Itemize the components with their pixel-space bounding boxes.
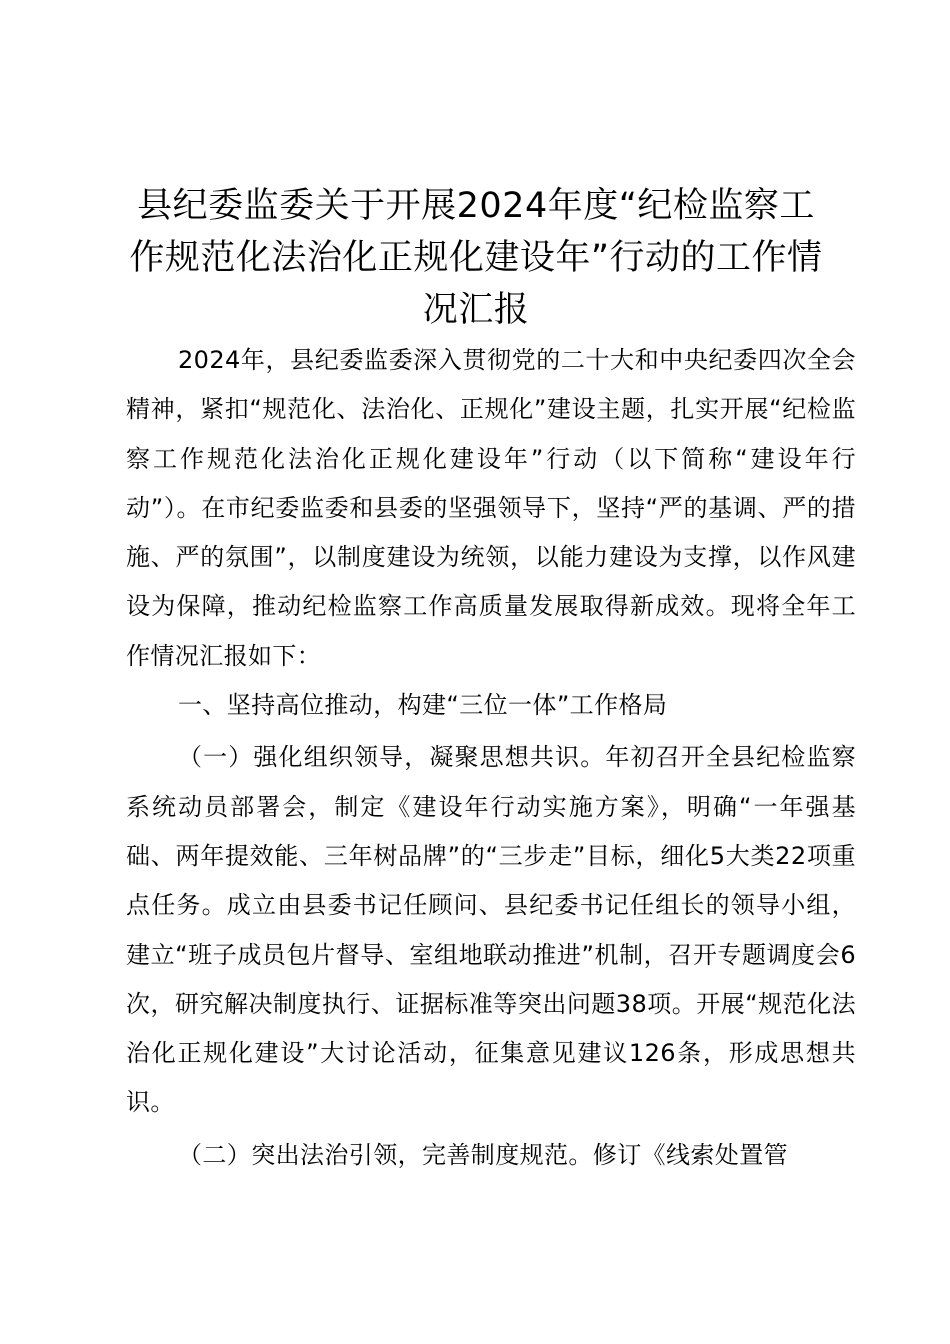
subsection-paragraph-continued: （二）突出法治引领，完善制度规范。修订《线索处置管 <box>178 1140 788 1169</box>
subsection-paragraph: （一）强化组织领导，凝聚思想共识。年初召开全县纪检监察系统动员部署会，制定《建设年行动实施方案》，明确“一年强基础、两年提效能、三年树品牌”的“三步走”目标，细化5大类22项重点任务。成立由县委书记任顾问、县纪委书记任组长的领导小组，建立“班子成员包片督导、室组地联动推进”机制，召开专题调度会6次，研究解决制度执行、证据标准等突出问题38项。开展“规范化法治化正规化建设”大讨论活动，征集意见建议126条，形成思想共识。 <box>126 743 856 1117</box>
section-heading: 一、坚持高位推动，构建“三位一体”工作格局 <box>178 691 668 720</box>
document-title: 县纪委监委关于开展2024年度“纪检监察工作规范化法治化正规化建设年”行动的工作情况汇报 <box>129 186 823 330</box>
intro-paragraph: 2024年，县纪委监委深入贯彻党的二十大和中央纪委四次全会精神，紧扣“规范化、法治化、正规化”建设主题，扎实开展“纪检监察工作规范化法治化正规化建设年”行动（以下简称“建设年行动”）。在市纪委监委和县委的坚强领导下，坚持“严的基调、严的措施、严的氛围”，以制度建设为统领，以能力建设为支撑，以作风建设为保障，推动纪检监察工作高质量发展取得新成效。现将全年工作情况汇报如下： <box>126 346 856 670</box>
document-body <box>126 336 856 1180</box>
